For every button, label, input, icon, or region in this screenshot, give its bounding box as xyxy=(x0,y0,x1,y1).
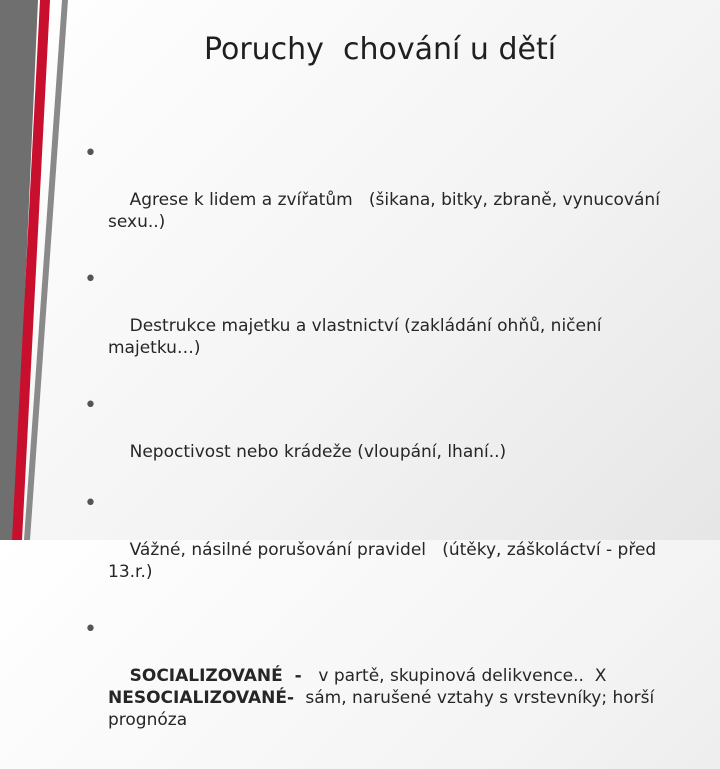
bullet-dot-icon: • xyxy=(84,141,97,166)
bullet-text: Destrukce majetku a vlastnictví (zakládání ohňů, ničení majetku…) xyxy=(108,316,607,358)
bullet-item xyxy=(84,267,684,381)
bullet-dot-icon: • xyxy=(84,393,97,418)
socialized-description: v partě, skupinová delikvence.. X xyxy=(307,666,612,686)
unsocialized-label: NESOCIALIZOVANÉ- xyxy=(108,688,300,708)
bullet-dot-icon: • xyxy=(84,491,97,516)
unsocialized-description: sám, narušené vztahy s vrstevníky; horší prognóza xyxy=(108,688,660,730)
bullet-dot-icon: • xyxy=(84,617,97,642)
bullet-dot-icon: • xyxy=(84,267,97,292)
bullet-text: Vážné, násilné porušování pravidel (útěky, záškoláctví - před 13.r.) xyxy=(108,540,662,582)
bullet-item xyxy=(84,617,684,753)
bullet-text: Agrese k lidem a zvířatům (šikana, bitky, zbraně, vynucování sexu..) xyxy=(108,190,666,232)
bullet-item xyxy=(84,393,684,485)
bullet-list xyxy=(84,141,684,769)
slide-title: Poruchy chování u dětí xyxy=(203,32,557,67)
bullet-text: Nepoctivost nebo krádeže (vloupání, lhaní..) xyxy=(129,442,507,462)
socialized-label: SOCIALIZOVANÉ - xyxy=(129,666,308,686)
bullet-item xyxy=(84,491,684,605)
bullet-item xyxy=(84,141,684,255)
